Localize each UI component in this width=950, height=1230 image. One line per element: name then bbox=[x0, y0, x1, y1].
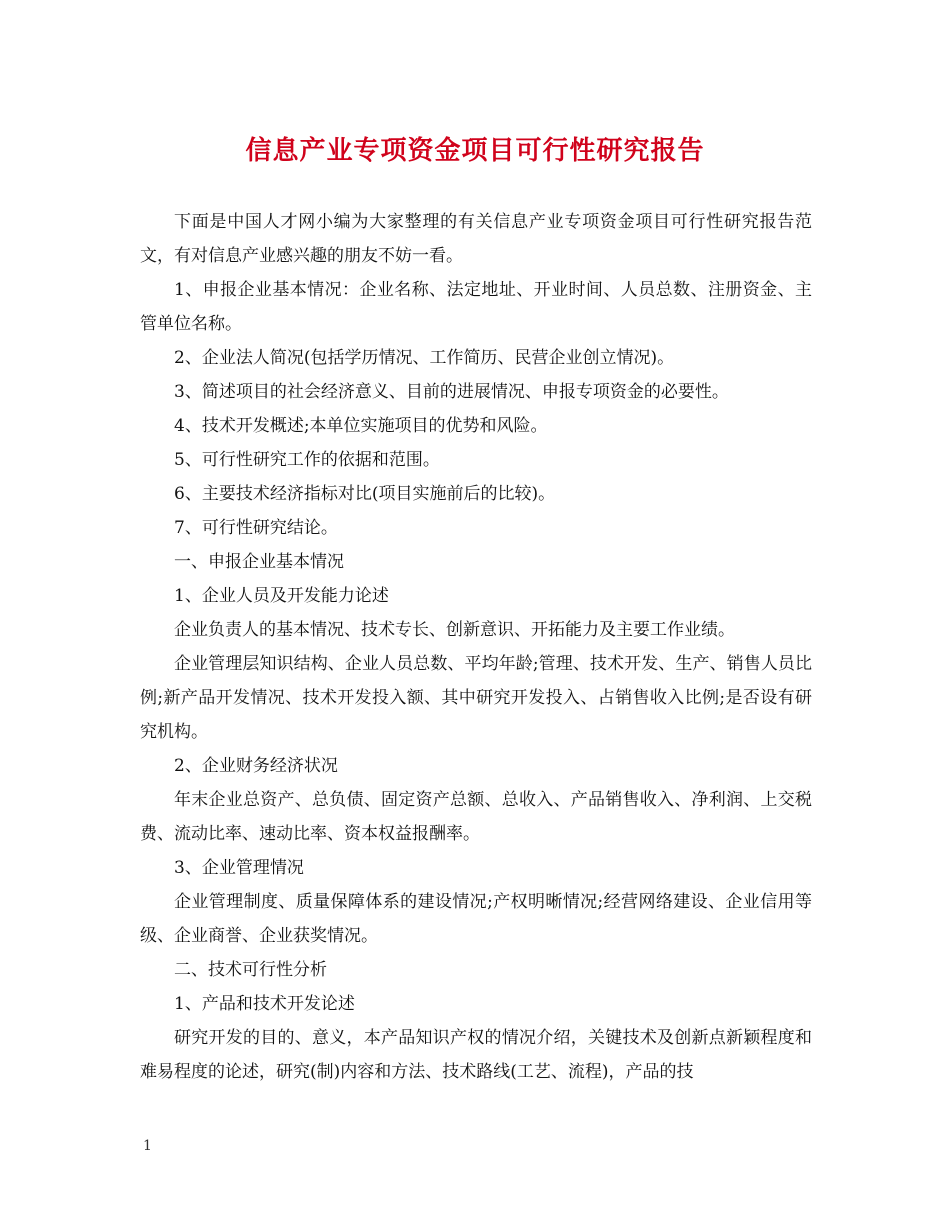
section-heading: 一、申报企业基本情况 bbox=[174, 552, 344, 572]
paragraph: 1、申报企业基本情况：企业名称、法定地址、开业时间、人员总数、注册资金、主管单位名称。 bbox=[140, 280, 812, 334]
subsection-heading: 1、产品和技术开发论述 bbox=[174, 994, 355, 1014]
paragraph: 年末企业总资产、总负债、固定资产总额、总收入、产品销售收入、净利润、上交税费、流动比率、速动比率、资本权益报酬率。 bbox=[140, 790, 812, 844]
paragraph: 2、企业法人简况(包括学历情况、工作简历、民营企业创立情况)。 bbox=[174, 348, 675, 368]
paragraph: 企业负责人的基本情况、技术专长、创新意识、开拓能力及主要工作业绩。 bbox=[174, 620, 735, 640]
paragraph: 下面是中国人才网小编为大家整理的有关信息产业专项资金项目可行性研究报告范文，有对信息产业感兴趣的朋友不妨一看。 bbox=[140, 212, 812, 266]
paragraph: 3、简述项目的社会经济意义、目前的进展情况、申报专项资金的必要性。 bbox=[174, 382, 729, 402]
paragraph: 企业管理制度、质量保障体系的建设情况;产权明晰情况;经营网络建设、企业信用等级、企业商誉、企业获奖情况。 bbox=[140, 892, 812, 946]
page-number: 1 bbox=[143, 1138, 152, 1154]
paragraph: 研究开发的目的、意义，本产品知识产权的情况介绍，关键技术及创新点新颖程度和难易程度的论述，研究(制)内容和方法、技术路线(工艺、流程)，产品的技 bbox=[140, 1028, 812, 1082]
paragraph: 5、可行性研究工作的依据和范围。 bbox=[174, 450, 440, 470]
document-title: 信息产业专项资金项目可行性研究报告 bbox=[245, 136, 705, 166]
subsection-heading: 1、企业人员及开发能力论述 bbox=[174, 586, 389, 606]
paragraph: 4、技术开发概述;本单位实施项目的优势和风险。 bbox=[174, 416, 548, 436]
document-body bbox=[140, 205, 812, 1089]
paragraph: 6、主要技术经济指标对比(项目实施前后的比较)。 bbox=[174, 484, 556, 504]
paragraph: 7、可行性研究结论。 bbox=[174, 518, 338, 538]
section-heading: 二、技术可行性分析 bbox=[174, 960, 327, 980]
subsection-heading: 3、企业管理情况 bbox=[174, 858, 304, 878]
subsection-heading: 2、企业财务经济状况 bbox=[174, 756, 338, 776]
paragraph: 企业管理层知识结构、企业人员总数、平均年龄;管理、技术开发、生产、销售人员比例;新产品开发情况、技术开发投入额、其中研究开发投入、占销售收入比例;是否设有研究机构。 bbox=[140, 654, 812, 742]
